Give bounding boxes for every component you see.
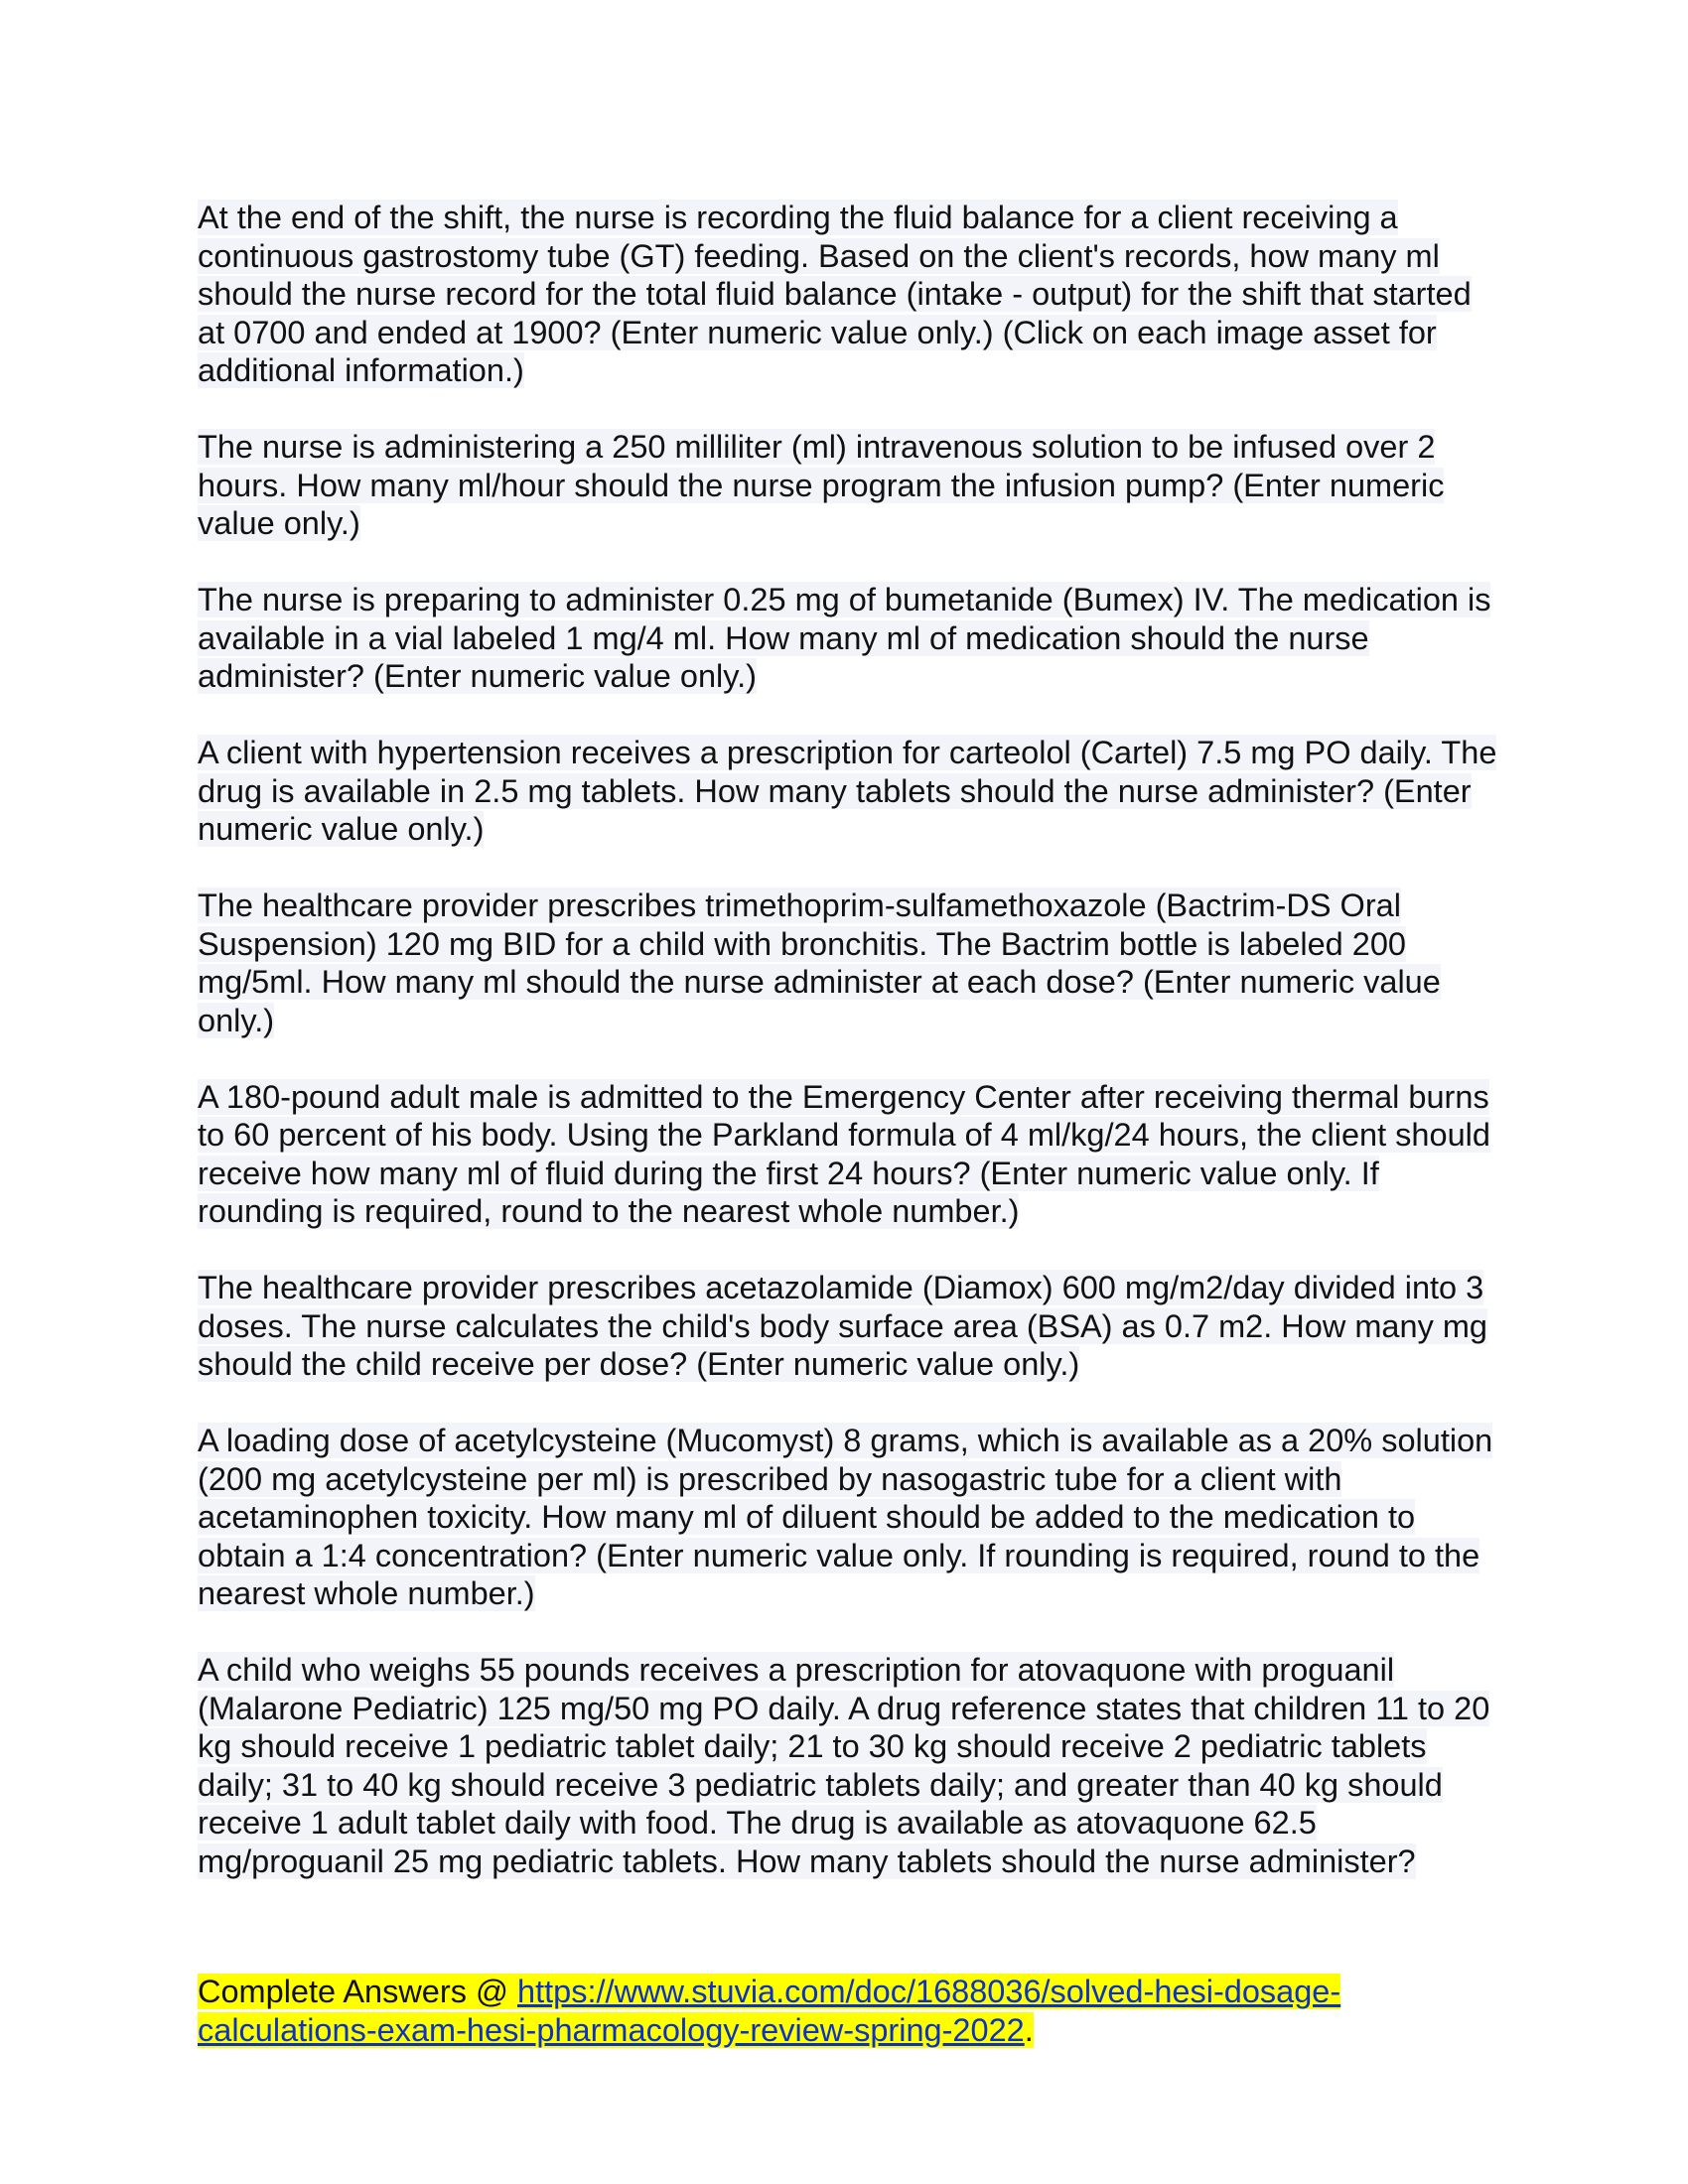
- question-8: [198, 1422, 1498, 1613]
- question-2: [198, 428, 1498, 543]
- answers-suffix: .: [1024, 2011, 1034, 2048]
- question-text: A 180-pound adult male is admitted to the Emergency Center after receiving thermal burns to 60 percent of his body. Using the Parkland formula of 4 ml/kg/24 hours, the client should receive how many ml of fluid during the first 24 hours? (Enter numeric value only. If rounding is required, round to the nearest whole number.): [198, 1078, 1490, 1229]
- answers-link[interactable]: https://www.stuvia.com/doc/1688036/solved-hesi-dosage-calculations-exam-hesi-pharmacology-review-spring-2022: [198, 1974, 1341, 2048]
- question-9: [198, 1651, 1498, 1880]
- question-4: [198, 734, 1498, 849]
- answers-prefix: Complete Answers @: [198, 1974, 518, 2009]
- question-text: A client with hypertension receives a prescription for carteolol (Cartel) 7.5 mg PO daily. The drug is available in 2.5 mg tablets. How many tablets should the nurse administer? (Enter numeric value only.): [198, 735, 1497, 847]
- question-text: A loading dose of acetylcysteine (Mucomyst) 8 grams, which is available as a 20% solution (200 mg acetylcysteine per ml) is prescribed by nasogastric tube for a client with acetaminophen toxicity. How many ml of diluent should be added to the medication to obtain a 1:4 concentration? (Enter numeric value only. If rounding is required, round to the nearest whole number.): [198, 1423, 1493, 1611]
- answers-highlight: [198, 1974, 1340, 2048]
- question-6: [198, 1078, 1498, 1231]
- complete-answers-line: [198, 1973, 1498, 2049]
- question-text: At the end of the shift, the nurse is recording the fluid balance for a client receiving a continuous gastrostomy tube (GT) feeding. Based on the client's records, how many ml should the nurse record for the total fluid balance (intake - output) for the shift that started at 0700 and ended at 1900? (Enter numeric value only.) (Click on each image asset for additional information.): [198, 200, 1472, 388]
- question-5: [198, 887, 1498, 1039]
- question-text: A child who weighs 55 pounds receives a prescription for atovaquone with proguanil (Malarone Pediatric) 125 mg/50 mg PO daily. A drug reference states that children 11 to 20 kg should receive 1 pediatric tablet daily; 21 to 30 kg should receive 2 pediatric tablets daily; 31 to 40 kg should receive 3 pediatric tablets daily; and greater than 40 kg should receive 1 adult tablet daily with food. The drug is available as atovaquone 62.5 mg/proguanil 25 mg pediatric tablets. How many tablets should the nurse administer?: [198, 1652, 1490, 1879]
- question-list: [198, 199, 1498, 1919]
- question-text: The healthcare provider prescribes acetazolamide (Diamox) 600 mg/m2/day divided into 3 doses. The nurse calculates the child's body surface area (BSA) as 0.7 m2. How many mg should the child receive per dose? (Enter numeric value only.): [198, 1270, 1488, 1382]
- question-3: [198, 581, 1498, 696]
- question-1: [198, 199, 1498, 390]
- question-text: The nurse is preparing to administer 0.25 mg of bumetanide (Bumex) IV. The medication is available in a vial labeled 1 mg/4 ml. How many ml of medication should the nurse administer? (Enter numeric value only.): [198, 582, 1491, 694]
- question-7: [198, 1269, 1498, 1384]
- question-text: The healthcare provider prescribes trimethoprim-sulfamethoxazole (Bactrim-DS Oral Suspension) 120 mg BID for a child with bronchitis. The Bactrim bottle is labeled 200 mg/5ml. How many ml should the nurse administer at each dose? (Enter numeric value only.): [198, 887, 1441, 1038]
- question-text: The nurse is administering a 250 milliliter (ml) intravenous solution to be infused over 2 hours. How many ml/hour should the nurse program the infusion pump? (Enter numeric value only.): [198, 429, 1445, 541]
